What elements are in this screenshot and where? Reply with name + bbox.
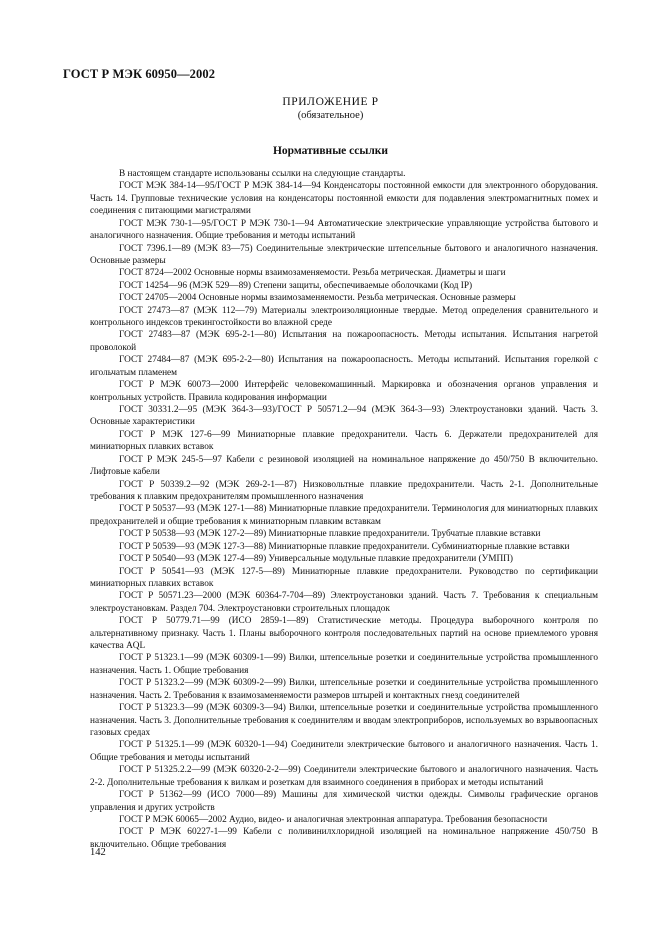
reference-entry: ГОСТ Р 50538—93 (МЭК 127-2—89) Миниатюрные плавкие предохранители. Трубчатые плавкие вставки	[119, 529, 541, 540]
reference-entry: ГОСТ 30331.2—95 (МЭК 364-3—93)/ГОСТ Р 50571.2—94 (МЭК 364-3—93) Электроустановки зданий. Часть 3. Основные характеристики	[90, 405, 598, 428]
reference-entry: ГОСТ 14254—96 (МЭК 529—89) Степени защиты, обеспечиваемые оболочками (Код IP)	[119, 280, 473, 291]
reference-entry: ГОСТ Р 50339.2—92 (МЭК 269-2-1—87) Низковольтные плавкие предохранители. Часть 2-1. Дополнительные требования к плавким предохранителям промышленного назначения	[90, 479, 598, 502]
reference-entry: ГОСТ 27483—87 (МЭК 695-2-1—80) Испытания на пожароопасность. Методы испытания. Испытания нагретой проволокой	[90, 330, 598, 353]
reference-entry: ГОСТ Р 50537—93 (МЭК 127-1—88) Миниатюрные плавкие предохранители. Терминология для миниатюрных плавких предохранителей и общие требования к миниатюрным плавким вставкам	[90, 504, 598, 527]
reference-entry: ГОСТ Р МЭК 60227-1—99 Кабели с поливинилхлоридной изоляцией на номинальное напряжение 450/750 В включительно. Общие требования	[90, 827, 598, 850]
running-header: ГОСТ Р МЭК 60950—2002	[63, 67, 216, 81]
reference-entry: ГОСТ Р МЭК 127-6—99 Миниатюрные плавкие предохранители. Часть 6. Держатели предохранителей для миниатюрных плавких вставок	[90, 429, 598, 453]
reference-entry: ГОСТ Р МЭК 60065—2002 Аудио, видео- и аналогичная электронная аппаратура. Требования безопасности	[119, 814, 548, 825]
reference-entry: ГОСТ Р 51325.2.2—99 (МЭК 60320-2-2—99) Соединители электрические бытового и аналогичного назначения. Часть 2-2. Дополнительные требования к вилкам и розеткам для взаимного соединения в приборах и методы испытаний	[90, 765, 598, 788]
references-body	[90, 168, 598, 851]
reference-entry: ГОСТ Р 50571.23—2000 (МЭК 60364-7-704—89) Электроустановки зданий. Часть 7. Требования к специальным электроустановкам. Раздел 704. Электроустановки строительных площадок	[90, 591, 598, 614]
reference-entry: ГОСТ Р 50541—93 (МЭК 127-5—89) Миниатюрные плавкие предохранители. Руководство по сертификации миниатюрных плавких вставок	[90, 566, 598, 589]
reference-entry: ГОСТ Р 50539—93 (МЭК 127-3—88) Миниатюрные плавкие предохранители. Субминиатюрные плавкие вставки	[119, 541, 570, 552]
reference-entry: ГОСТ 7396.1—89 (МЭК 83—75) Соединительные электрические штепсельные бытового и аналогичного назначения. Основные размеры	[90, 243, 598, 266]
reference-entry: ГОСТ 24705—2004 Основные нормы взаимозаменяемости. Резьба метрическая. Основные размеры	[119, 293, 516, 304]
reference-entry: ГОСТ МЭК 384-14—95/ГОСТ Р МЭК 384-14—94 Конденсаторы постоянной емкости для электронного оборудования. Часть 14. Групповые технические условия на конденсаторы постоянной емкости для подавления электромагнитных помех и соединения с питающими магистралями	[90, 181, 598, 217]
reference-entry: ГОСТ Р 51325.1—99 (МЭК 60320-1—94) Соединители электрические бытового и аналогичного назначения. Часть 1. Общие требования и методы испытаний	[90, 740, 598, 763]
reference-entry: ГОСТ Р 50779.71—99 (ИСО 2859-1—89) Статистические методы. Процедура выборочного контроля по альтернативному признаку. Часть 1. Планы выборочного контроля последовательных партий на основе приемлемого уровня качества AQL	[90, 616, 598, 652]
intro-paragraph: В настоящем стандарте использованы ссылки на следующие стандарты.	[119, 169, 406, 179]
reference-entry: ГОСТ МЭК 730-1—95/ГОСТ Р МЭК 730-1—94 Автоматические электрические управляющие устройства бытового и аналогичного назначения. Общие требования и методы испытаний	[90, 218, 598, 242]
reference-entry: ГОСТ Р 51362—99 (ИСО 7000—89) Машины для химической чистки одежды. Символы графические органов управления и других устройств	[90, 790, 598, 813]
page-number: 142	[90, 847, 106, 858]
reference-entry: ГОСТ Р 51323.3—99 (МЭК 60309-3—94) Вилки, штепсельные розетки и соединительные устройства промышленного назначения. Часть 3. Дополнительные требования к соединителям и вводам электроприборов, используемых во взрывоопасных газовых средах	[90, 703, 598, 738]
reference-entry: ГОСТ 27484—87 (МЭК 695-2-2—80) Испытания на пожароопасность. Методы испытаний. Испытания горелкой с игольчатым пламенем	[90, 355, 598, 378]
reference-entry: ГОСТ Р 51323.1—99 (МЭК 60309-1—99) Вилки, штепсельные розетки и соединительные устройства промышленного назначения. Часть 1. Общие требования	[90, 653, 598, 676]
reference-entry: ГОСТ Р МЭК 245-5—97 Кабели с резиновой изоляцией на номинальное напряжение до 450/750 В включительно. Лифтовые кабели	[90, 454, 598, 478]
reference-entry: ГОСТ 27473—87 (МЭК 112—79) Материалы электроизоляционные твердые. Метод определения сравнительного и контрольного индексов трекингостойкости во влажной среде	[90, 305, 598, 329]
reference-entry: ГОСТ Р 50540—93 (МЭК 127-4—89) Универсальные модульные плавкие предохранители (УМПП)	[119, 554, 513, 565]
section-title: Нормативные ссылки	[272, 145, 389, 157]
reference-entry: ГОСТ Р 51323.2—99 (МЭК 60309-2—99) Вилки, штепсельные розетки и соединительные устройства промышленного назначения. Часть 2. Требования к взаимозаменяемости размеров штырей и контактных гнезд соединителей	[90, 678, 598, 701]
reference-entry: ГОСТ 8724—2002 Основные нормы взаимозаменяемости. Резьба метрическая. Диаметры и шаги	[119, 268, 506, 279]
appendix-title: ПРИЛОЖЕНИЕ Р	[282, 96, 379, 108]
appendix-status: (обязательное)	[297, 110, 364, 121]
reference-entry: ГОСТ Р МЭК 60073—2000 Интерфейс человекомашинный. Маркировка и обозначения органов управления и контрольных устройств. Правила кодирования информации	[90, 380, 598, 403]
